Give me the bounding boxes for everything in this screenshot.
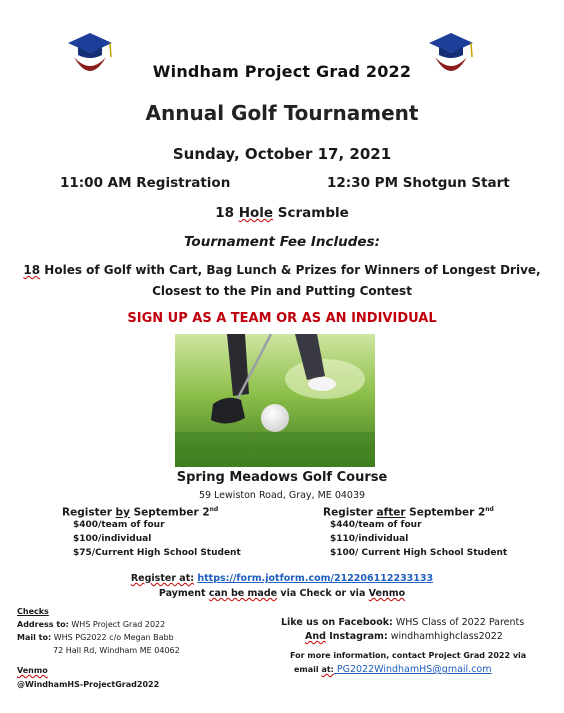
register-after-key: after	[376, 506, 406, 519]
registration-time: 11:00 AM Registration	[60, 175, 231, 191]
venmo-heading: Venmo	[17, 666, 48, 675]
facebook-label: Like us on Facebook:	[281, 617, 393, 628]
checks-address-label: Address to:	[17, 620, 69, 629]
payment-line	[0, 588, 564, 599]
contact-email-label: email	[294, 665, 322, 674]
register-before-suffix: September 2	[129, 506, 210, 519]
instagram-line	[305, 631, 503, 642]
payment-text-b: can be made	[208, 588, 278, 599]
fee-heading: Tournament Fee Includes:	[183, 234, 381, 250]
venue-name: Spring Meadows Golf Course	[176, 470, 388, 485]
facebook-value: WHS Class of 2022 Parents	[392, 617, 525, 628]
contact-email-at: at:	[321, 665, 334, 674]
price-before-team: $400/team of four	[73, 520, 165, 530]
price-after-team: $440/team of four	[330, 520, 422, 530]
checks-mail-address-line-2: 72 Hall Rd, Windham ME 04062	[53, 646, 180, 655]
checks-mail-value: WHS PG2022 c/o Megan Babb	[51, 633, 174, 642]
price-before-student: $75/Current High School Student	[73, 548, 241, 558]
signup-callout: SIGN UP AS A TEAM OR AS AN INDIVIDUAL	[127, 311, 437, 326]
register-after-prefix: Register	[323, 506, 377, 519]
contact-email-link[interactable]: PG2022WindhamHS@gmail.com	[333, 664, 492, 675]
fee-line-1-number: 18	[23, 263, 41, 277]
fee-line-2: Closest to the Pin and Putting Contest	[152, 284, 412, 298]
register-before-key: by	[115, 506, 130, 519]
register-before-heading	[62, 506, 218, 519]
register-after-suffix: September 2	[405, 506, 486, 519]
photo-grass	[175, 432, 375, 467]
payment-text-d: Venmo	[368, 588, 406, 599]
venmo-handle: @WindhamHS-ProjectGrad2022	[17, 680, 160, 689]
registration-link[interactable]: https://form.jotform.com/212206112233133	[197, 573, 434, 584]
fee-line-1-text: Holes of Golf with Cart, Bag Lunch & Prizes for Winners of Longest Drive,	[40, 263, 541, 277]
checks-mail-line	[17, 633, 174, 642]
facebook-line	[281, 617, 524, 628]
contact-email-line	[294, 664, 492, 675]
price-after-student: $100/ Current High School Student	[330, 548, 508, 558]
event-format	[0, 205, 564, 221]
cap-tassel	[110, 43, 111, 57]
cap-tassel	[471, 43, 472, 57]
cap-top	[68, 33, 112, 53]
contact-line: For more information, contact Project Grad 2022 via	[290, 651, 527, 660]
payment-text-a: Payment	[158, 588, 209, 599]
price-before-individual: $100/individual	[73, 534, 152, 544]
format-word: Hole	[238, 205, 274, 221]
event-title: Annual Golf Tournament	[145, 101, 419, 125]
register-before-prefix: Register	[62, 506, 116, 519]
format-prefix: 18	[215, 205, 239, 221]
price-after-individual: $110/individual	[330, 534, 409, 544]
checks-address-value: WHS Project Grad 2022	[68, 620, 166, 629]
register-before-sup: nd	[209, 506, 219, 513]
organization-title: Windham Project Grad 2022	[152, 62, 412, 81]
register-at-line	[0, 573, 564, 584]
register-after-sup: nd	[485, 506, 494, 513]
checks-mail-label: Mail to:	[17, 633, 52, 642]
checks-heading: Checks	[17, 607, 49, 616]
register-at-label: Register at:	[130, 573, 195, 584]
golfer-shoe	[308, 377, 336, 391]
instagram-and: And	[305, 631, 326, 642]
cap-top	[429, 33, 473, 53]
golf-ball	[261, 404, 289, 432]
fee-line-1	[0, 263, 564, 277]
payment-text-c: via Check or via	[277, 588, 369, 599]
shotgun-start-time: 12:30 PM Shotgun Start	[327, 175, 510, 191]
instagram-value: windhamhighclass2022	[387, 631, 503, 642]
golf-photo	[175, 334, 375, 467]
venue-address: 59 Lewiston Road, Gray, ME 04039	[198, 490, 366, 501]
checks-address-line	[17, 620, 165, 629]
register-after-heading	[323, 506, 494, 519]
event-date: Sunday, October 17, 2021	[172, 145, 392, 163]
instagram-label: Instagram:	[325, 631, 388, 642]
format-suffix: Scramble	[273, 205, 349, 221]
